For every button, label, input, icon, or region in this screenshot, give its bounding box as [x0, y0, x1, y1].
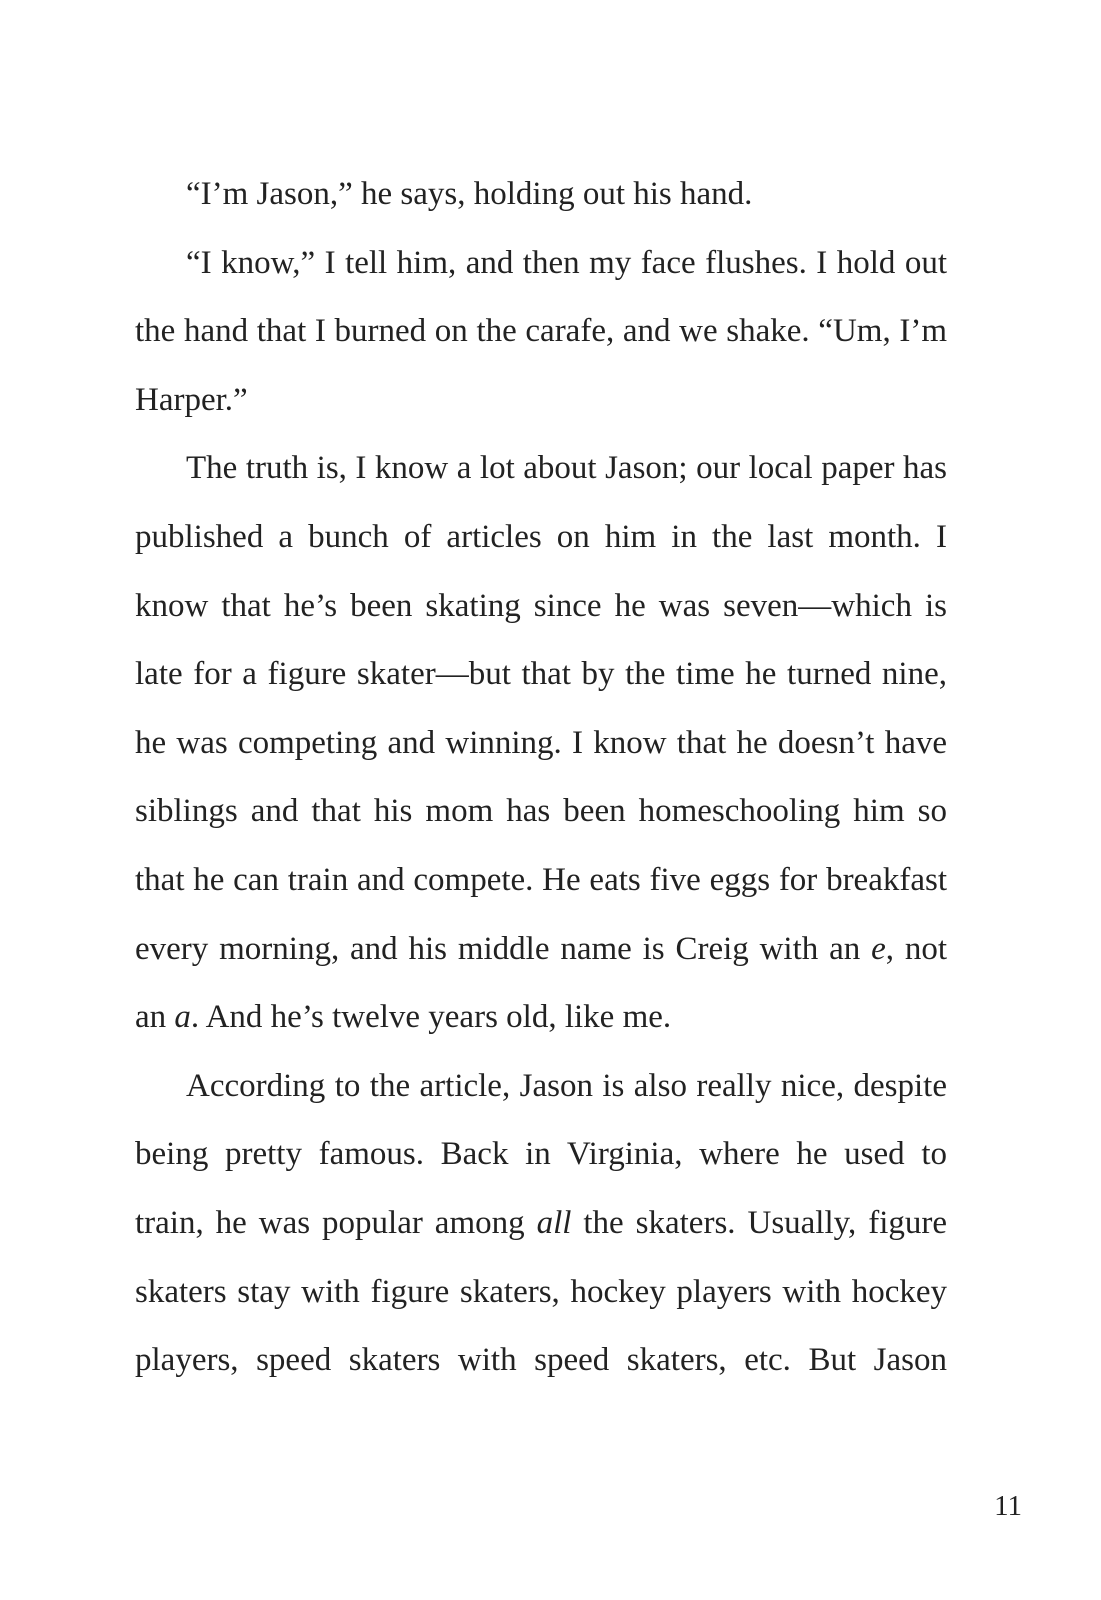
paragraph-3-text-a: The truth is, I know a lot about Jason; our local paper has published a bunch of articles on him in the last month. I know that he’s been skating since he was seven—which is late for a figure skater—but that by the time he turned nine, he was competing and winning. I know that he doesn’t have siblings and that his mom has been homeschooling him so that he can train and compete. He eats five eggs for breakfast every morning, and his middle name is Creig with an: [135, 450, 947, 967]
page-number: 11: [994, 1490, 1022, 1522]
paragraph-3-text-b: , not an: [135, 930, 947, 1036]
paragraph-4: [135, 1052, 947, 1395]
paragraph-1-text: “I’m Jason,” he says, holding out his hand.: [186, 176, 753, 212]
paragraph-4-text-a: According to the article, Jason is also really nice, despite being pretty famous. Back in Virginia, where he used to train, he was popular among: [135, 1067, 947, 1241]
paragraph-3: [135, 434, 947, 1051]
paragraph-2: [135, 229, 947, 435]
paragraph-4-italic-all: all: [536, 1204, 572, 1241]
paragraph-3-italic-a: a: [174, 999, 191, 1036]
paragraph-1: [135, 160, 947, 229]
body-text: [135, 160, 947, 1395]
paragraph-4-text-b: the skaters. Usually, figure skaters stay with figure skaters, hockey players with hockey players, speed skaters with speed skaters, etc. But Jason: [135, 1204, 947, 1379]
paragraph-3-italic-e: e: [871, 930, 886, 967]
paragraph-3-text-c: . And he’s twelve years old, like me.: [190, 999, 672, 1036]
paragraph-2-text: “I know,” I tell him, and then my face flushes. I hold out the hand that I burned on the carafe, and we shake. “Um, I’m Harper.”: [135, 244, 947, 418]
